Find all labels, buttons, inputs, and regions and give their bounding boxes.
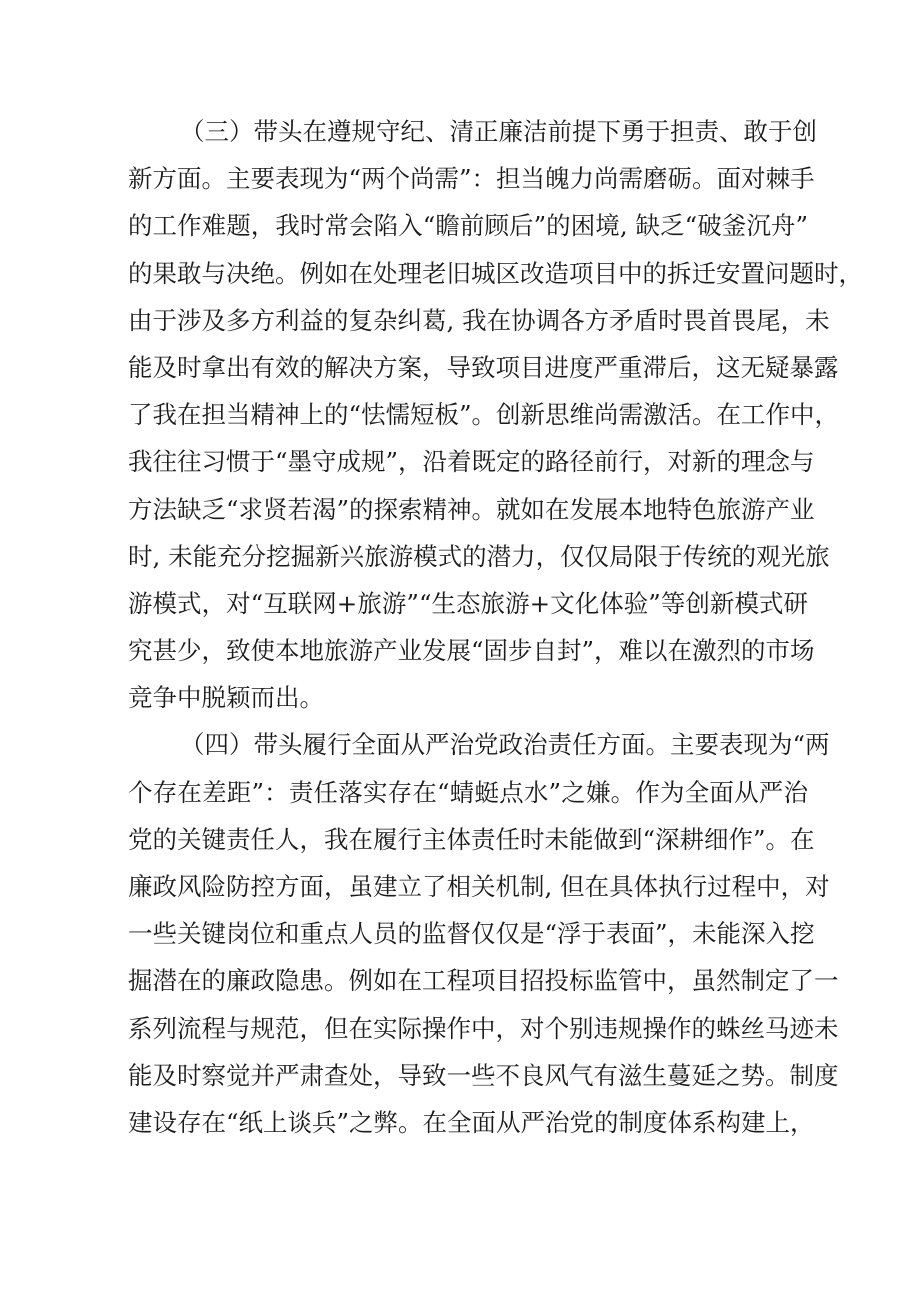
text-line: 系列流程与规范，但在实际操作中，对个别违规操作的蛛丝马迹未 xyxy=(128,1013,839,1043)
document-body xyxy=(128,108,863,1146)
text-line: 建设存在“纸上谈兵”之弊。在全面从严治党的制度体系构建上， xyxy=(128,1107,815,1137)
text-line: 的工作难题，我时常会陷入“瞻前顾后”的困境, 缺乏“破釜沉舟” xyxy=(128,211,808,241)
text-line: 廉政风险防控方面，虽建立了相关机制, 但在具体执行过程中，对 xyxy=(128,872,830,901)
text-line: 游模式，对“互联网+旅游”“生态旅游+文化体验”等创新模式研 xyxy=(128,588,808,618)
text-line: （三）带头在遵规守纪、清正廉洁前提下勇于担责、敢于创 xyxy=(180,117,817,146)
text-line: 的果敢与决绝。例如在处理老旧城区改造项目中的拆迁安置问题时， xyxy=(128,258,863,288)
text-line: 了我在担当精神上的“怯懦短板”。创新思维尚需激活。在工作中， xyxy=(128,400,840,430)
text-line: 由于涉及多方利益的复杂纠葛, 我在协调各方矛盾时畏首畏尾，未 xyxy=(128,305,830,335)
text-line: 一些关键岗位和重点人员的监督仅仅是“浮于表面”，未能深入挖 xyxy=(128,919,815,949)
text-line: 竞争中脱颖而出。 xyxy=(128,683,324,713)
text-line: 个存在差距”：责任落实存在“蜻蜓点水”之嫌。作为全面从严治 xyxy=(128,777,808,807)
paragraph-section-3 xyxy=(128,108,863,721)
text-line: 时, 未能充分挖掘新兴旅游模式的潜力，仅仅局限于传统的观光旅 xyxy=(128,541,830,571)
text-line: 党的关键责任人，我在履行主体责任时未能做到“深耕细作”。在 xyxy=(128,824,815,854)
text-line: 我往往习惯于“墨守成规”，沿着既定的路径前行，对新的理念与 xyxy=(128,447,815,477)
text-line: 掘潜在的廉政隐患。例如在工程项目招投标监管中，虽然制定了一 xyxy=(128,966,839,996)
paragraph-section-4 xyxy=(128,721,839,1146)
text-line: 能及时察觉并严肃查处，导致一些不良风气有滋生蔓延之势。制度 xyxy=(128,1060,839,1090)
text-line: （四）带头履行全面从严治党政治责任方面。主要表现为“两 xyxy=(180,730,830,760)
text-line: 方法缺乏“求贤若渴”的探索精神。就如在发展本地特色旅游产业 xyxy=(128,494,815,524)
text-line: 能及时拿出有效的解决方案，导致项目进度严重滞后，这无疑暴露 xyxy=(128,352,839,382)
text-line: 新方面。主要表现为“两个尚需”：担当魄力尚需磨砺。面对棘手 xyxy=(128,164,815,194)
text-line: 究甚少，致使本地旅游产业发展“固步自封”，难以在激烈的市场 xyxy=(128,636,815,666)
